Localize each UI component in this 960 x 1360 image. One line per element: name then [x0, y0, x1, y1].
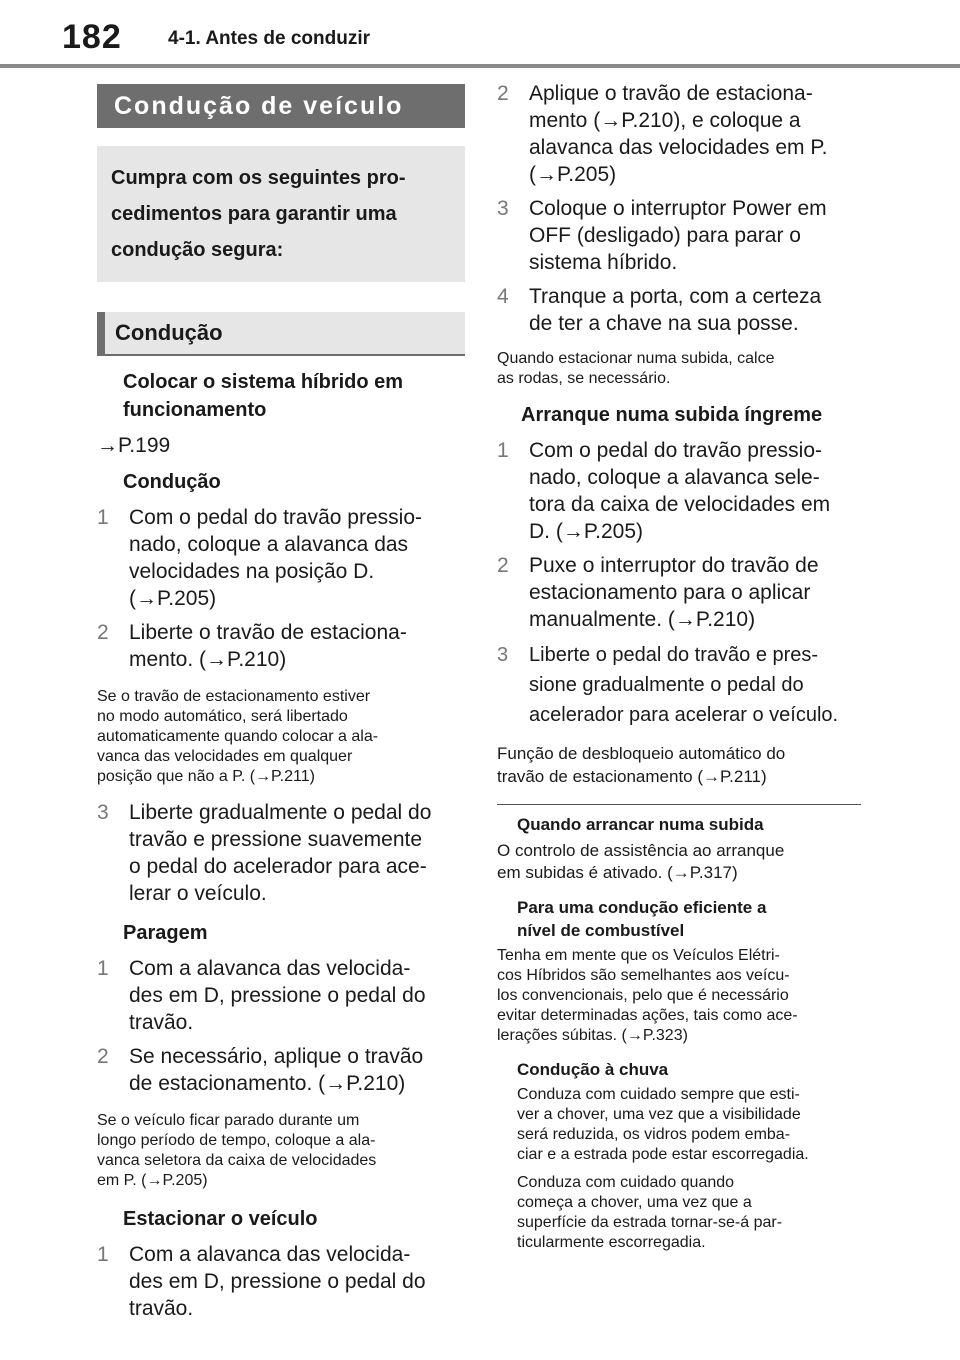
note-line: Conduza com cuidado quando: [517, 1174, 735, 1191]
step-text: [129, 504, 422, 612]
step-line: Liberte o pedal do travão e pres-: [529, 644, 819, 666]
intro-line: Cumpra com os seguintes pro-: [111, 167, 406, 189]
step-number: 3: [497, 197, 509, 220]
step-number: 1: [97, 957, 109, 980]
note-rain-slippery: [497, 1173, 867, 1253]
note-line: cos Híbridos são semelhantes aos veícu-: [497, 967, 790, 984]
step-line: Liberte o travão de estaciona-: [129, 621, 407, 644]
step-line: velocidades na posição D.: [129, 560, 375, 583]
step-line: lerar o veículo.: [129, 882, 267, 905]
note-line: automaticamente quando colocar a ala-: [97, 728, 379, 745]
step-line: Coloque o interruptor Power em: [529, 197, 827, 220]
step-item: [497, 437, 867, 545]
intro-line: condução segura:: [111, 239, 284, 261]
note-line: vanca das velocidades em qualquer: [97, 748, 353, 765]
intro-line: cedimentos para garantir uma: [111, 203, 397, 225]
note-line: ticularmente escorregadia.: [517, 1234, 706, 1251]
subsection-header: [97, 312, 465, 356]
step-number: 3: [97, 801, 109, 824]
step-line: alavanca das velocidades em P.: [529, 136, 828, 159]
topic-rain-driving: Condução à chuva: [517, 1060, 669, 1079]
note-line: travão de estacionamento (→P.211): [497, 767, 767, 786]
step-line: acelerador para acelerar o veículo.: [529, 704, 839, 726]
topic-line: Para uma condução eficiente a: [517, 898, 767, 917]
page-number: 182: [62, 18, 122, 56]
section-title: Condução de veículo: [114, 91, 404, 120]
note-line: vanca seletora da caixa de velocidades: [97, 1152, 377, 1169]
topic-uphill-start: Quando arrancar numa subida: [517, 815, 764, 834]
step-number: 2: [497, 554, 509, 577]
topic-line: funcionamento: [123, 399, 267, 421]
note-hill-assist: [497, 840, 867, 884]
step-item: [97, 619, 465, 673]
topic-line: nível de combustível: [517, 921, 685, 940]
note-line: los convencionais, pelo que é necessário: [497, 987, 789, 1004]
step-line: sistema híbrido.: [529, 251, 678, 274]
note-auto-release: [497, 742, 867, 788]
step-line: des em D, pressione o pedal do: [129, 984, 426, 1007]
step-line: sione gradualmente o pedal do: [529, 674, 804, 696]
right-column: [497, 80, 867, 1265]
step-number: 2: [497, 82, 509, 105]
step-line: de ter a chave na sua posse.: [529, 312, 799, 335]
topic-parking: Estacionar o veículo: [123, 1208, 318, 1230]
step-text: [529, 283, 821, 337]
note-line: começa a chover, uma vez que a: [517, 1194, 752, 1211]
step-line: o pedal do acelerador para ace-: [129, 855, 427, 878]
note-long-stop: [97, 1111, 465, 1191]
step-text: [129, 1241, 426, 1322]
step-text: [529, 437, 830, 545]
step-line: travão e pressione suavemente: [129, 828, 423, 851]
note-line: O controlo de assistência ao arranque: [497, 841, 785, 860]
step-text: [129, 799, 431, 907]
step-line: tora da caixa de velocidades em: [529, 493, 831, 516]
topic-start-hybrid: [97, 368, 465, 424]
step-item: [497, 283, 867, 337]
note-line: em P. (→P.205): [97, 1172, 208, 1189]
note-uphill-parking: [497, 349, 867, 389]
step-line: D. (→P.205): [529, 520, 643, 543]
step-number: 4: [497, 285, 509, 308]
note-line: ver a chover, uma vez que a visibilidade: [517, 1106, 801, 1123]
step-item: [497, 552, 867, 633]
step-line: OFF (desligado) para parar o: [529, 224, 801, 247]
note-line: ciar e a estrada pode estar escorregadia.: [517, 1146, 809, 1163]
step-line: (→P.205): [529, 163, 617, 186]
step-text: [529, 640, 838, 730]
note-line: em subidas é ativado. (→P.317): [497, 863, 738, 882]
topic-fuel-efficient: [497, 896, 867, 942]
intro-box: [97, 146, 465, 282]
step-text: [529, 195, 827, 276]
note-parking-brake-auto: [97, 687, 465, 787]
topic-stopping: Paragem: [123, 922, 208, 944]
step-line: mento (→P.210), e coloque a: [529, 109, 801, 132]
step-item: [97, 504, 465, 612]
step-item: [97, 955, 465, 1036]
step-line: Com o pedal do travão pressio-: [129, 506, 422, 529]
step-item: [97, 799, 465, 907]
step-text: [129, 955, 426, 1036]
note-line: superfície da estrada tornar-se-á par-: [517, 1214, 783, 1231]
step-line: mento. (→P.210): [129, 648, 287, 671]
note-line: Quando estacionar numa subida, calce: [497, 350, 775, 367]
topic-steep-start: Arranque numa subida íngreme: [521, 404, 823, 426]
page-reference: →P.199: [97, 434, 171, 457]
section-divider: [497, 804, 861, 805]
step-line: manualmente. (→P.210): [529, 608, 756, 631]
note-line: Função de desbloqueio automático do: [497, 744, 786, 763]
note-line: longo período de tempo, coloque a ala-: [97, 1132, 376, 1149]
note-line: Conduza com cuidado sempre que esti-: [517, 1086, 800, 1103]
step-number: 3: [497, 644, 509, 666]
step-text: [129, 1043, 423, 1097]
step-text: [529, 80, 827, 188]
note-line: posição que não a P. (→P.211): [97, 768, 315, 785]
note-rain-visibility: [497, 1085, 867, 1165]
note-line: as rodas, se necessário.: [497, 370, 671, 387]
topic-driving: Condução: [123, 471, 221, 493]
step-line: de estacionamento. (→P.210): [129, 1072, 406, 1095]
step-line: travão.: [129, 1011, 194, 1034]
step-line: Com a alavanca das velocida-: [129, 1243, 411, 1266]
note-line: Tenha em mente que os Veículos Elétri-: [497, 947, 780, 964]
note-line: no modo automático, será libertado: [97, 708, 348, 725]
step-text: [129, 619, 407, 673]
note-line: será reduzida, os vidros podem emba-: [517, 1126, 791, 1143]
note-fuel-efficient: [497, 946, 867, 1046]
step-line: nado, coloque a alavanca das: [129, 533, 409, 556]
step-item: [97, 1043, 465, 1097]
subsection-title: Condução: [115, 320, 223, 345]
step-number: 2: [97, 621, 109, 644]
topic-line: Colocar o sistema híbrido em: [123, 371, 404, 393]
header-rule: [0, 64, 960, 68]
step-line: des em D, pressione o pedal do: [129, 1270, 426, 1293]
step-line: travão.: [129, 1297, 194, 1320]
note-line: lerações súbitas. (→P.323): [497, 1027, 688, 1044]
step-item: [497, 640, 867, 730]
step-line: estacionamento para o aplicar: [529, 581, 811, 604]
step-line: (→P.205): [129, 587, 217, 610]
step-number: 2: [97, 1045, 109, 1068]
section-title-bar: [97, 84, 465, 128]
step-item: [497, 195, 867, 276]
step-line: Com a alavanca das velocida-: [129, 957, 411, 980]
step-number: 1: [97, 1243, 109, 1266]
step-line: Se necessário, aplique o travão: [129, 1045, 424, 1068]
step-item: [497, 80, 867, 188]
step-line: Tranque a porta, com a certeza: [529, 285, 822, 308]
note-line: evitar determinadas ações, tais como ace-: [497, 1007, 798, 1024]
step-line: Liberte gradualmente o pedal do: [129, 801, 432, 824]
step-text: [529, 552, 819, 633]
step-line: Com o pedal do travão pressio-: [529, 439, 822, 462]
step-line: Puxe o interruptor do travão de: [529, 554, 819, 577]
note-line: Se o veículo ficar parado durante um: [97, 1112, 360, 1129]
step-line: nado, coloque a alavanca sele-: [529, 466, 820, 489]
note-line: Se o travão de estacionamento estiver: [97, 688, 371, 705]
step-item: [97, 1241, 465, 1322]
step-number: 1: [497, 439, 509, 462]
step-number: 1: [97, 506, 109, 529]
left-column: [97, 84, 465, 1329]
section-reference: 4-1. Antes de conduzir: [168, 28, 370, 49]
step-line: Aplique o travão de estaciona-: [529, 82, 813, 105]
